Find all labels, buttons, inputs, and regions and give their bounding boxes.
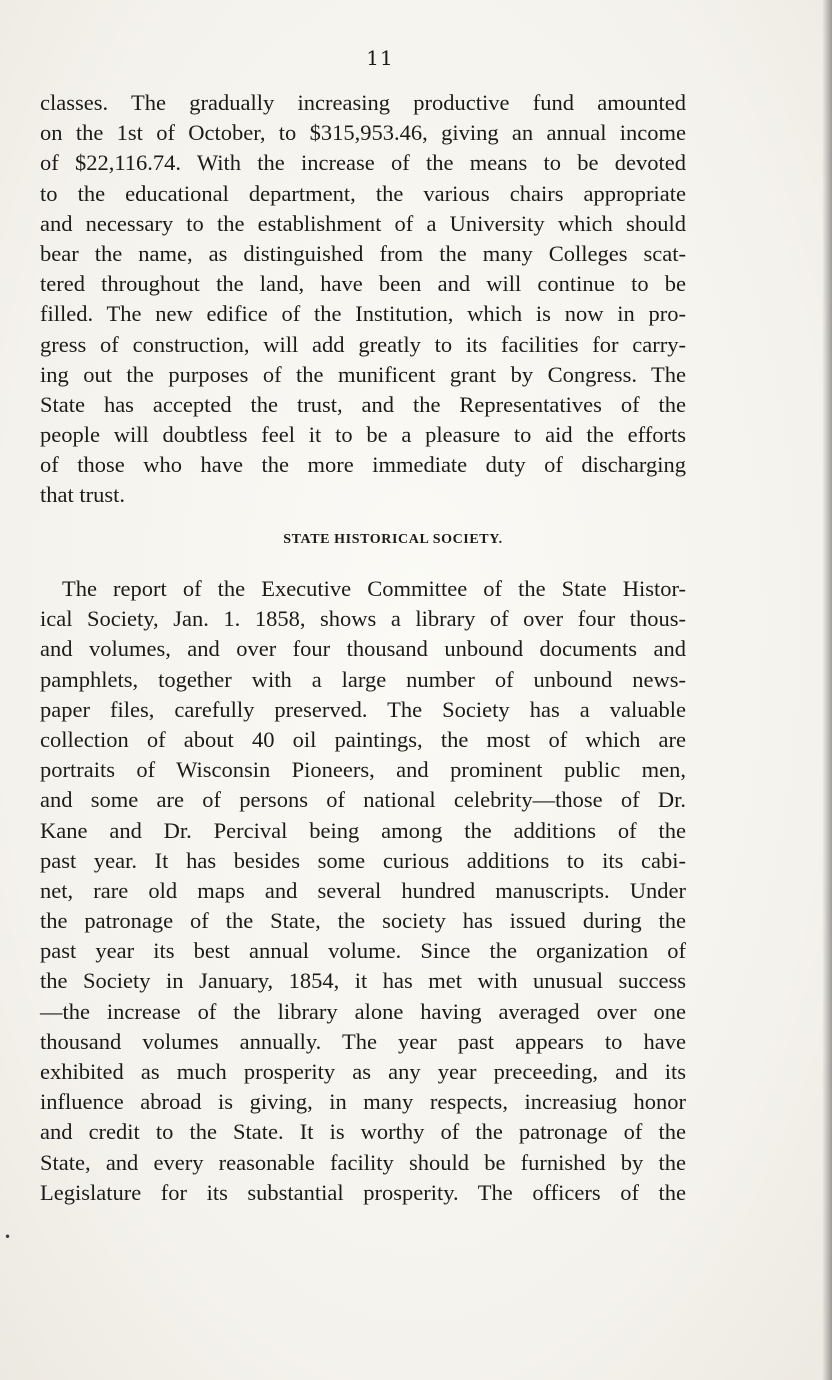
text-line: of those who have the more immediate duty of discharging: [40, 452, 686, 478]
text-line: on the 1st of October, to $315,953.46, giving an annual income: [40, 120, 686, 146]
text-line: the patronage of the State, the society has issued during the: [40, 908, 686, 934]
paragraph-university: [40, 88, 686, 511]
text-line: net, rare old maps and several hundred manuscripts. Under: [40, 877, 686, 903]
margin-ink-mark: •: [4, 1230, 12, 1244]
text-line: people will doubtless feel it to be a pleasure to aid the efforts: [40, 422, 686, 448]
text-line: and necessary to the establishment of a University which should: [40, 210, 686, 236]
text-line: past year. It has besides some curious additions to its cabi-: [40, 847, 686, 873]
text-line: that trust.: [40, 482, 125, 508]
text-line: to the educational department, the various chairs appropriate: [40, 180, 686, 206]
text-line: classes. The gradually increasing productive fund amounted: [40, 90, 686, 115]
text-line: The report of the Executive Committee of the State Histor-: [62, 576, 686, 601]
text-line: filled. The new edifice of the Institution, which is now in pro-: [40, 301, 686, 327]
page-number: 11: [366, 46, 394, 70]
text-line: thousand volumes annually. The year past appears to have: [40, 1028, 686, 1054]
text-line: and some are of persons of national celebrity—those of Dr.: [40, 787, 686, 813]
page-edge-shadow: [822, 0, 832, 1380]
text-line: collection of about 40 oil paintings, the most of which are: [40, 726, 686, 752]
paragraph-historical-society: [40, 574, 686, 1208]
text-line: tered throughout the land, have been and will continue to be: [40, 271, 686, 297]
text-line: paper files, carefully preserved. The Society has a valuable: [40, 696, 686, 722]
text-line: State, and every reasonable facility should be furnished by the: [40, 1149, 686, 1175]
text-line: ical Society, Jan. 1. 1858, shows a library of over four thous-: [40, 606, 686, 632]
section-heading: STATE HISTORICAL SOCIETY.: [283, 532, 503, 547]
text-line: pamphlets, together with a large number of unbound news-: [40, 666, 686, 692]
text-line: ing out the purposes of the munificent grant by Congress. The: [40, 361, 686, 387]
text-line: of $22,116.74. With the increase of the means to be devoted: [40, 150, 686, 176]
text-line: bear the name, as distinguished from the many Colleges scat-: [40, 240, 686, 266]
text-line: the Society in January, 1854, it has met with unusual success: [40, 968, 686, 994]
text-line: portraits of Wisconsin Pioneers, and prominent public men,: [40, 757, 686, 783]
text-line: gress of construction, will add greatly to its facilities for carry-: [40, 331, 686, 357]
text-line: State has accepted the trust, and the Representatives of the: [40, 391, 686, 417]
text-line: past year its best annual volume. Since the organization of: [40, 938, 686, 964]
text-line: influence abroad is giving, in many respects, increasiug honor: [40, 1089, 686, 1115]
text-line: and credit to the State. It is worthy of the patronage of the: [40, 1119, 686, 1145]
text-line: and volumes, and over four thousand unbound documents and: [40, 636, 686, 662]
text-line: exhibited as much prosperity as any year preceeding, and its: [40, 1059, 686, 1084]
text-line: Kane and Dr. Percival being among the additions of the: [40, 817, 686, 843]
text-line: Legislature for its substantial prosperity. The officers of the: [40, 1179, 686, 1205]
text-line: —the increase of the library alone having averaged over one: [40, 998, 686, 1024]
